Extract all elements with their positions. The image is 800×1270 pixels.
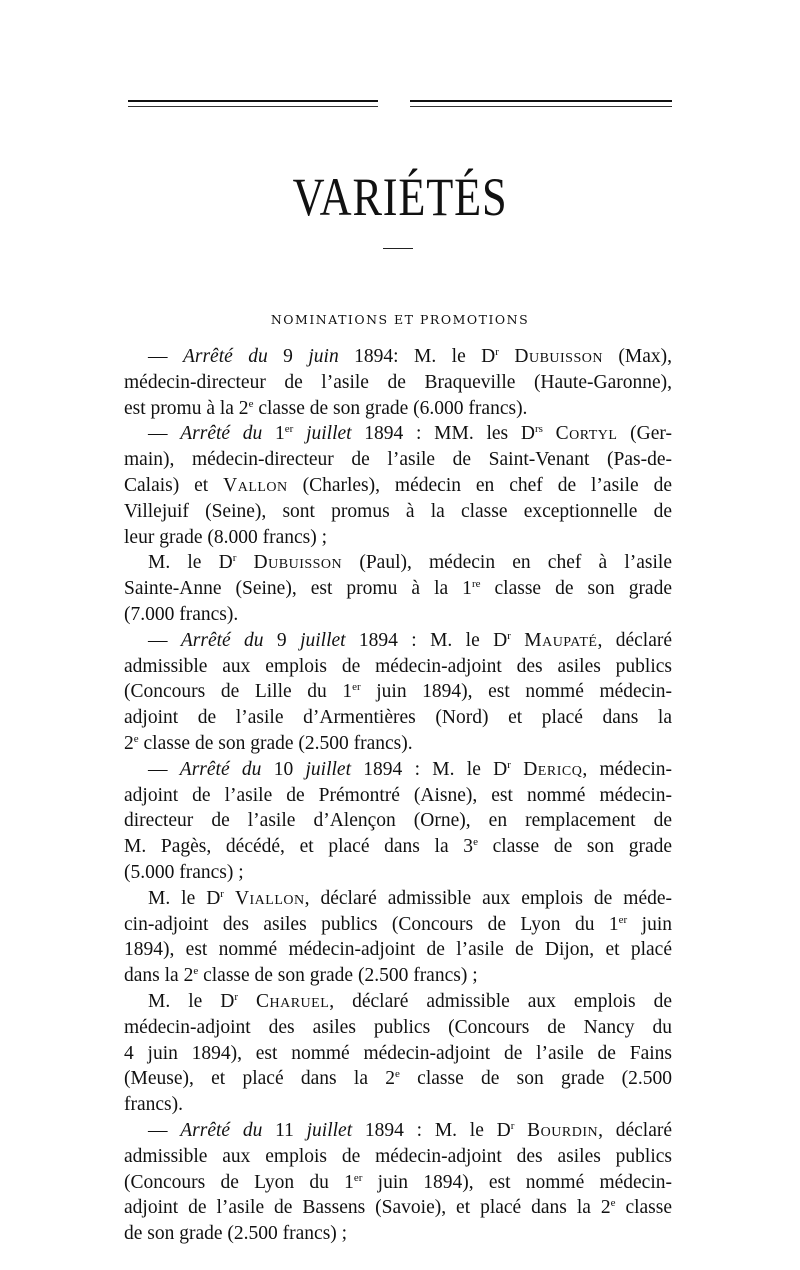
text-line: M. le $D^r$ Viallon, déclaré admissible aux emplois de méde- (148, 887, 672, 909)
text-line: adjoint de l’asile de Bassens (Savoie), et placé dans la 2e classe (124, 1197, 673, 1219)
text-line: Calais) et Vallon (Charles), médecin en chef de l’asile de (124, 474, 672, 496)
text-line: Villejuif (Seine), sont promus à la classe exceptionnelle de (124, 500, 672, 522)
text-line: leur grade (8.000 francs) ; (124, 526, 328, 548)
text-line: (Concours de Lyon du 1er juin 1894), est nommé médecin- (124, 1171, 672, 1193)
text-line: main), médecin-directeur de l’asile de Saint-Venant (Pas-de- (124, 449, 672, 471)
text-line: (7.000 francs). (124, 603, 239, 625)
page-title: VARIÉTÉS (292, 167, 508, 227)
text-line: adjoint de l’asile d’Armentières (Nord) et placé dans la (124, 707, 672, 729)
text-line: adjoint de l’asile de Prémontré (Aisne), est nommé médecin- (124, 784, 672, 806)
text-line: 2e classe de son grade (2.500 francs). (124, 732, 413, 754)
text-line: est promu à la 2e classe de son grade (6.000 francs). (124, 397, 528, 419)
text-line: cin-adjoint des asiles publics (Concours de Lyon du 1er juin (124, 913, 672, 935)
top-rule-left (128, 100, 378, 102)
article-body (124, 344, 672, 1247)
title-divider (383, 248, 413, 249)
text-line: M. le $D^r$ Charuel, déclaré admissible aux emplois de (148, 990, 673, 1012)
text-line: — Arrêté du 9 juin 1894: M. le $D^r$ Dubuisson (Max), (148, 346, 673, 367)
text-line: admissible aux emplois de médecin-adjoint des asiles publics (124, 1145, 672, 1167)
text-line: (Meuse), et placé dans la 2e classe de son grade (2.500 (124, 1068, 672, 1090)
top-rule-left-thin (128, 106, 378, 107)
text-line: médecin-directeur de l’asile de Braqueville (Haute-Garonne), (124, 371, 672, 393)
text-line: francs). (124, 1094, 184, 1116)
text-line: M. le $D^r$ Dubuisson (Paul), médecin en chef à l’asile (148, 552, 672, 574)
text-line: Sainte-Anne (Seine), est promu à la 1re classe de son grade (124, 578, 672, 600)
text-line: M. Pagès, décédé, et placé dans la 3e classe de son grade (124, 836, 672, 858)
text-line: de son grade (2.500 francs) ; (124, 1223, 348, 1245)
text-line: — Arrêté du 10 juillet 1894 : M. le $D^r$ Dericq, médecin- (148, 758, 673, 780)
text-line: — Arrêté du 1er juillet 1894 : MM. les $D^{rs}$ Cortyl (Ger- (148, 423, 673, 445)
text-line: directeur de l’asile d’Alençon (Orne), en remplacement de (124, 810, 672, 832)
top-rule-right-thin (410, 106, 672, 107)
text-line: (Concours de Lille du 1er juin 1894), est nommé médecin- (124, 681, 673, 703)
text-line: dans la 2e classe de son grade (2.500 francs) ; (124, 965, 478, 987)
text-line: médecin-adjoint des asiles publics (Concours de Nancy du (124, 1016, 672, 1038)
text-line: — Arrêté du 9 juillet 1894 : M. le $D^r$ Maupaté, déclaré (148, 629, 673, 651)
text-line: (5.000 francs) ; (124, 861, 244, 883)
text-line: 1894), est nommé médecin-adjoint de l’asile de Dijon, et placé (124, 939, 672, 961)
text-line: — Arrêté du 11 juillet 1894 : M. le $D^r$ Bourdin, déclaré (148, 1119, 673, 1141)
text-line: admissible aux emplois de médecin-adjoint des asiles publics (124, 655, 672, 677)
section-heading: NOMINATIONS ET PROMOTIONS (270, 312, 530, 327)
top-rule-right (410, 100, 672, 102)
text-line: 4 juin 1894), est nommé médecin-adjoint de l’asile de Fains (124, 1042, 672, 1064)
